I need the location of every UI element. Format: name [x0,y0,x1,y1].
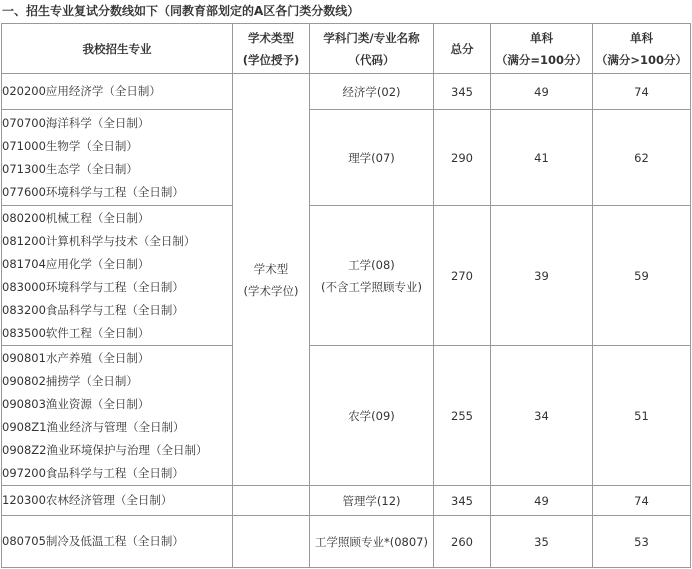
score-table [1,23,691,568]
major-item: 077600环境科学与工程（全日制） [2,184,184,199]
major-item: 120300农林经济管理（全日制） [2,493,173,507]
major-list [2,110,233,206]
major-item: 070700海洋科学（全日制） [2,115,150,130]
table-header-row [2,24,691,74]
major-list [2,206,233,346]
single-score-100: 49 [491,74,593,110]
single-score-100: 49 [491,486,593,516]
major-item: 0908Z2渔业环境保护与治理（全日制） [2,442,208,457]
single-score-over100: 62 [593,110,691,206]
header-academic-type: 学术类型 (学位授予) [233,24,310,74]
major-list [2,486,233,516]
major-item: 090801水产养殖（全日制） [2,350,150,365]
discipline-cell: 工学照顾专业*(0807) [310,516,434,568]
header-single-100: 单科 （满分=100分） [491,24,593,74]
academic-type-cell: 学术型 (学术学位) [233,74,310,486]
discipline-cell: 理学(07) [310,110,434,206]
table-row [2,346,691,486]
major-item: 083500软件工程（全日制） [2,325,150,340]
major-item: 083200食品科学与工程（全日制） [2,302,184,317]
single-score-100: 41 [491,110,593,206]
single-score-over100: 74 [593,74,691,110]
empty-type-cell [233,516,310,568]
total-score: 290 [434,110,491,206]
section-heading: 一、招生专业复试分数线如下（同教育部划定的A区各门类分数线） [2,4,360,18]
header-total: 总分 [434,24,491,74]
major-item: 080705制冷及低温工程（全日制） [2,534,184,548]
single-score-100: 34 [491,346,593,486]
header-discipline: 学科门类/专业名称 （代码） [310,24,434,74]
single-score-over100: 59 [593,206,691,346]
single-score-over100: 74 [593,486,691,516]
discipline-cell: 农学(09) [310,346,434,486]
major-item: 081704应用化学（全日制） [2,256,150,271]
major-item: 097200食品科学与工程（全日制） [2,465,184,480]
discipline-cell: 管理学(12) [310,486,434,516]
discipline-cell: 工学(08) (不含工学照顾专业) [310,206,434,346]
single-score-100: 35 [491,516,593,568]
major-item: 0908Z1渔业经济与管理（全日制） [2,419,185,434]
major-item: 020200应用经济学（全日制） [2,84,161,98]
major-item: 071300生态学（全日制） [2,161,138,176]
total-score: 345 [434,74,491,110]
major-list [2,74,233,110]
major-list [2,346,233,486]
total-score: 255 [434,346,491,486]
empty-type-cell [233,486,310,516]
major-item: 083000环境科学与工程（全日制） [2,279,184,294]
single-score-over100: 51 [593,346,691,486]
table-row [2,486,691,516]
major-item: 071000生物学（全日制） [2,138,138,153]
table-row [2,206,691,346]
table-row [2,110,691,206]
single-score-100: 39 [491,206,593,346]
discipline-cell: 经济学(02) [310,74,434,110]
major-item: 080200机械工程（全日制） [2,210,150,225]
major-list [2,516,233,568]
total-score: 260 [434,516,491,568]
total-score: 270 [434,206,491,346]
table-row [2,516,691,568]
header-single-over100: 单科 （满分>100分） [593,24,691,74]
major-item: 090803渔业资源（全日制） [2,396,150,411]
header-major: 我校招生专业 [2,24,233,74]
major-item: 090802捕捞学（全日制） [2,373,138,388]
total-score: 345 [434,486,491,516]
single-score-over100: 53 [593,516,691,568]
table-row [2,74,691,110]
major-item: 081200计算机科学与技术（全日制） [2,233,196,248]
